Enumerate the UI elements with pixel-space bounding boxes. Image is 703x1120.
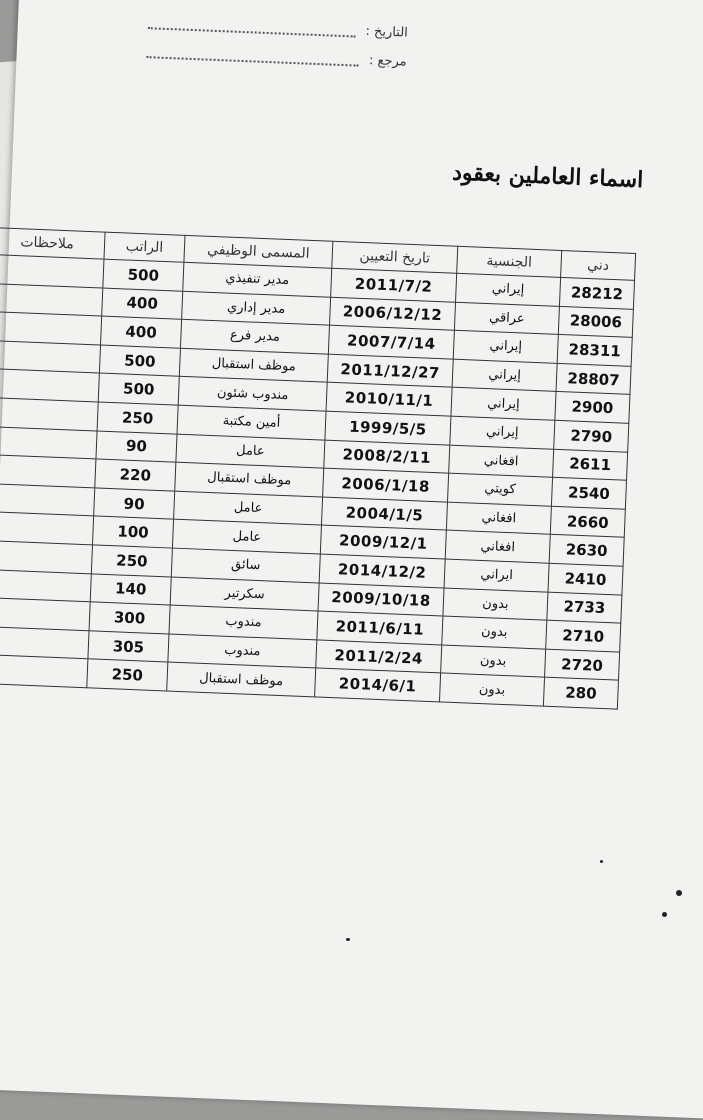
cell-civil-id: 28006 <box>558 306 633 338</box>
cell-salary: 140 <box>90 573 171 605</box>
cell-notes <box>0 540 92 573</box>
cell-nationality: كويتي <box>448 473 553 506</box>
cell-civil-id: 2790 <box>554 420 629 452</box>
cell-salary: 300 <box>89 602 170 634</box>
cell-nationality: إيراني <box>450 416 555 449</box>
cell-job-title: مدير إداري <box>182 291 331 326</box>
cell-job-title: عامل <box>176 434 325 469</box>
cell-nationality: إيراني <box>456 273 561 306</box>
paper-speck <box>662 912 667 917</box>
document-header <box>146 15 408 83</box>
paper-speck <box>346 938 350 941</box>
paper-speck <box>600 860 603 863</box>
cell-hire-date: 2009/12/1 <box>320 525 446 559</box>
cell-civil-id: 2611 <box>553 449 628 481</box>
column-header-notes: ملاحظات <box>0 228 105 260</box>
cell-civil-id: 2733 <box>547 592 622 624</box>
cell-notes <box>0 340 101 373</box>
cell-job-title: موظف استقبال <box>175 462 324 497</box>
cell-hire-date: 2006/12/12 <box>329 297 455 331</box>
cell-job-title: مندوب شئون <box>178 377 327 412</box>
cell-nationality: افغاني <box>446 502 551 535</box>
cell-hire-date: 2014/12/2 <box>319 554 445 588</box>
cell-notes <box>0 626 89 659</box>
reference-label: مرجع : <box>368 53 407 70</box>
cell-hire-date: 2011/6/11 <box>317 611 443 645</box>
cell-salary: 500 <box>103 259 184 291</box>
cell-job-title: مندوب <box>168 634 317 669</box>
cell-job-title: مدير فرع <box>180 319 329 354</box>
cell-notes <box>0 397 98 430</box>
cell-job-title: مدير تنفيذي <box>183 262 332 297</box>
cell-notes <box>0 312 102 345</box>
cell-salary: 400 <box>102 288 183 320</box>
cell-civil-id: 2660 <box>550 506 625 538</box>
cell-salary: 500 <box>98 373 179 405</box>
cell-civil-id: 2410 <box>548 563 623 595</box>
cell-civil-id: 2630 <box>549 535 624 567</box>
column-header-nationality: الجنسية <box>457 246 562 277</box>
cell-nationality: افغاني <box>445 530 550 563</box>
date-blank-line <box>148 17 356 37</box>
cell-nationality: بدون <box>439 673 544 706</box>
cell-hire-date: 2011/7/2 <box>331 268 457 302</box>
cell-salary: 90 <box>96 431 177 463</box>
cell-hire-date: 1999/5/5 <box>325 411 451 445</box>
cell-notes <box>0 454 96 487</box>
cell-salary: 100 <box>92 516 173 548</box>
cell-notes <box>0 597 90 630</box>
cell-salary: 400 <box>101 316 182 348</box>
employees-table <box>0 227 636 710</box>
cell-civil-id: 28807 <box>556 363 631 395</box>
cell-hire-date: 2014/6/1 <box>315 668 441 702</box>
cell-nationality: بدون <box>443 588 548 621</box>
cell-notes <box>0 483 95 516</box>
cell-job-title: مندوب <box>169 605 318 640</box>
cell-civil-id: 28212 <box>559 277 634 309</box>
column-header-salary: الراتب <box>104 232 185 262</box>
cell-salary: 90 <box>94 488 175 520</box>
column-header-civil-id: دني <box>561 250 636 280</box>
cell-notes <box>0 512 94 545</box>
cell-job-title: عامل <box>174 491 323 526</box>
cell-hire-date: 2009/10/18 <box>318 583 444 617</box>
cell-job-title: موظف استقبال <box>167 662 316 697</box>
date-label: التاريخ : <box>365 23 409 41</box>
cell-salary: 250 <box>91 545 172 577</box>
cell-salary: 220 <box>95 459 176 491</box>
cell-civil-id: 2720 <box>545 649 620 681</box>
cell-nationality: إيراني <box>451 388 556 421</box>
reference-blank-line <box>147 46 360 67</box>
cell-job-title: سكرتير <box>170 577 319 612</box>
cell-notes <box>0 426 97 459</box>
cell-job-title: عامل <box>172 519 321 554</box>
cell-civil-id: 2540 <box>551 477 626 509</box>
reference-field <box>147 44 407 69</box>
cell-nationality: افغاني <box>449 445 554 478</box>
cell-job-title: موظف استقبال <box>179 348 328 383</box>
cell-job-title: أمين مكتبة <box>177 405 326 440</box>
cell-hire-date: 2011/12/27 <box>327 354 453 388</box>
cell-hire-date: 2007/7/14 <box>328 325 454 359</box>
cell-hire-date: 2008/2/11 <box>324 440 450 474</box>
cell-hire-date: 2004/1/5 <box>321 497 447 531</box>
cell-nationality: إيراني <box>453 330 558 363</box>
cell-civil-id: 2710 <box>546 620 621 652</box>
cell-job-title: سائق <box>171 548 320 583</box>
cell-hire-date: 2006/1/18 <box>323 468 449 502</box>
cell-notes <box>0 369 99 402</box>
cell-salary: 250 <box>97 402 178 434</box>
cell-civil-id: 2900 <box>555 392 630 424</box>
cell-nationality: عراقي <box>454 302 559 335</box>
cell-nationality: بدون <box>441 645 546 678</box>
cell-hire-date: 2010/11/1 <box>326 383 452 417</box>
paper-speck <box>676 890 682 896</box>
cell-salary: 250 <box>87 659 168 691</box>
cell-notes <box>0 254 104 287</box>
cell-nationality: ايراني <box>444 559 549 592</box>
cell-nationality: إيراني <box>452 359 557 392</box>
column-header-hire-date: تاريخ التعيين <box>332 241 458 273</box>
cell-salary: 500 <box>99 345 180 377</box>
document-title: اسماء العاملين بعقود <box>451 159 644 194</box>
cell-notes <box>0 569 91 602</box>
cell-civil-id: 280 <box>543 677 618 709</box>
date-field <box>148 15 408 40</box>
cell-hire-date: 2011/2/24 <box>316 640 442 674</box>
cell-civil-id: 28311 <box>557 335 632 367</box>
cell-salary: 305 <box>88 631 169 663</box>
column-header-job-title: المسمى الوظيفي <box>184 235 333 268</box>
cell-notes <box>0 654 88 687</box>
cell-nationality: بدون <box>442 616 547 649</box>
cell-notes <box>0 283 103 316</box>
